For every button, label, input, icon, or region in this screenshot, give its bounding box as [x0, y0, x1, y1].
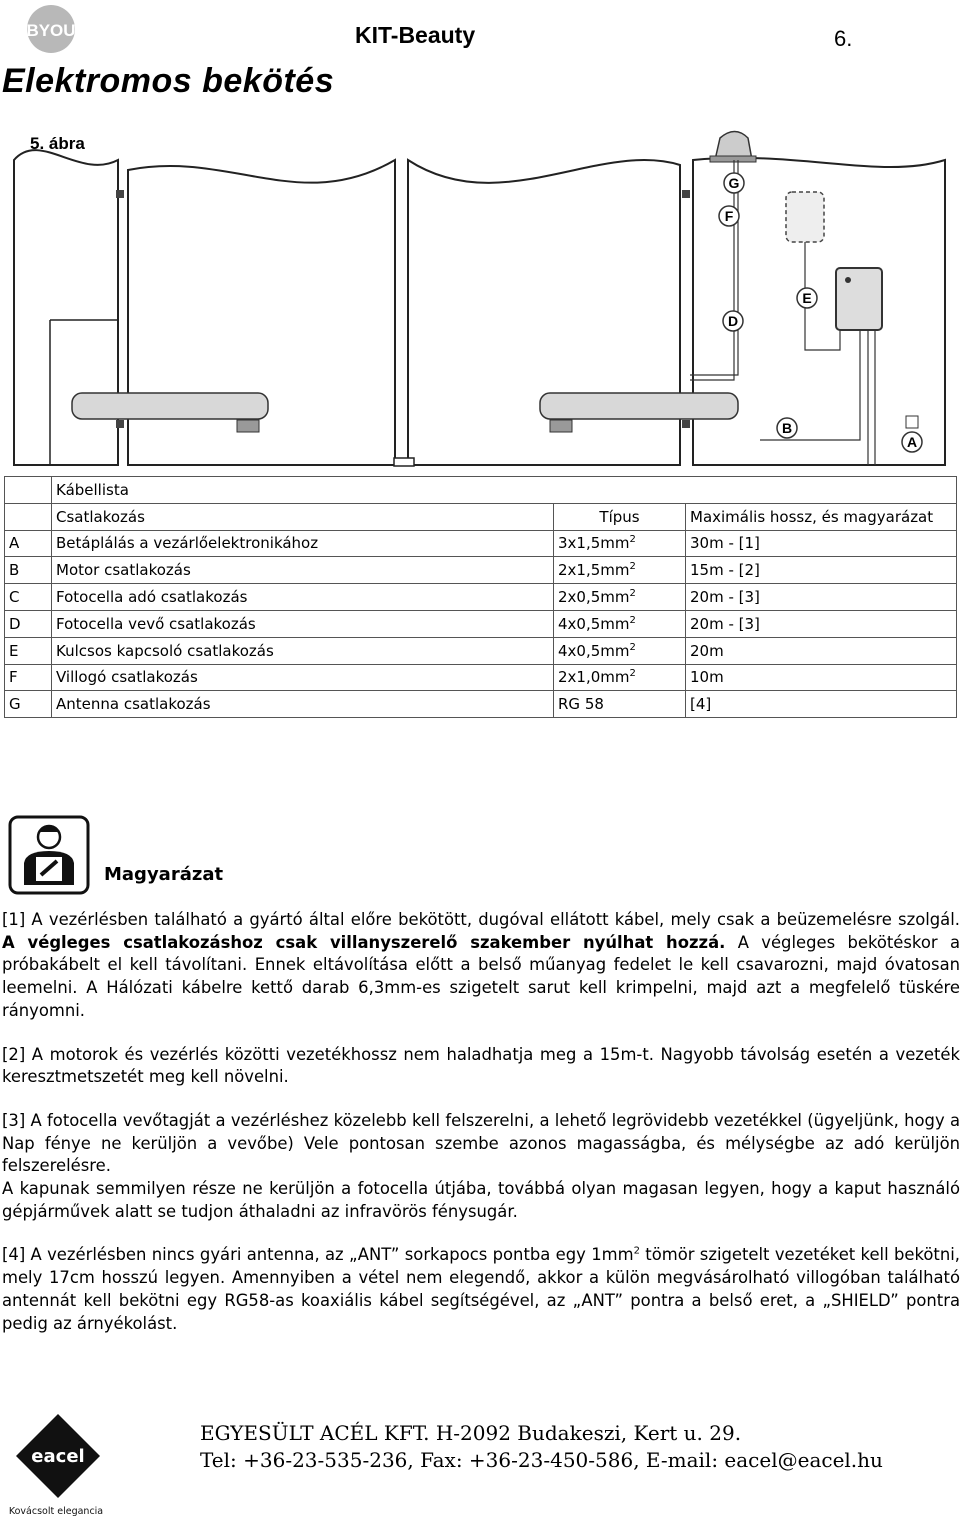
row-connection: Kulcsos kapcsoló csatlakozás: [52, 637, 554, 664]
row-type: $3x1,5mm^2$: [554, 530, 686, 557]
table-row: [5, 530, 957, 557]
row-type: $4x0,5mm^2$: [554, 637, 686, 664]
row-max-length: 20m: [686, 637, 957, 664]
figure-label: 5. ábra: [30, 134, 85, 153]
svg-text:D: D: [727, 313, 739, 329]
flashing-light: [710, 132, 756, 163]
row-letter: C: [5, 584, 52, 611]
row-letter: A: [5, 530, 52, 557]
row-type: $2x1,0mm^2$: [554, 664, 686, 691]
table-header-row: [5, 503, 957, 530]
row-type: $2x0,5mm^2$: [554, 584, 686, 611]
right-motor: [540, 393, 738, 432]
row-letter: B: [5, 557, 52, 584]
svg-text:B: B: [781, 420, 793, 436]
note-2: [2] A motorok és vezérlés közötti vezetékhossz nem haladhatja meg a 15m-t. Nagyobb távolság esetén a vezeték keresztmetszetét meg kell növelni.: [2, 1044, 960, 1087]
table-row: [5, 664, 957, 691]
row-type: $2x1,5mm^2$: [554, 557, 686, 584]
gate-wiring-diagram: [0, 120, 960, 470]
explanation-notes: [2, 909, 960, 1356]
page-number: 6.: [834, 26, 853, 51]
table-row: [5, 637, 957, 664]
svg-text:E: E: [802, 290, 812, 306]
control-box: [836, 268, 882, 330]
page-title: Elektromos bekötés: [2, 62, 335, 100]
row-max-length: 10m: [686, 664, 957, 691]
note-1: [1] A vezérlésben található a gyártó által előre bekötött, dugóval ellátott kábel, mely csak a beüzemelésre szolgál. A végleges csatlakozáshoz csak villanyszerelő szakember nyúlhat hozzá. A végleges bekötéskor a próbakábelt el kell távolítani. Ennek eltávolítása előtt a belső műanyag fedelet le kell csavarozni, majd óvatosan leemelni. A Hálózati kábelre kettő darab 6,3mm-es szigetelt sarut kell krimpelni, majd azt a megfelelő tüskére rányomni.: [2, 910, 960, 1020]
row-type: $4x0,5mm^2$: [554, 610, 686, 637]
table-caption: Kábellista: [52, 477, 957, 504]
marker-d: [723, 311, 743, 331]
eacel-logo: [6, 1410, 110, 1518]
byou-logo-text: BYOU: [26, 21, 76, 40]
cable-table: [4, 476, 957, 718]
row-connection: Fotocella vevő csatlakozás: [52, 610, 554, 637]
table-row: [5, 610, 957, 637]
row-letter: D: [5, 610, 52, 637]
byou-logo: [22, 4, 80, 54]
svg-text:eacel: eacel: [31, 1446, 85, 1467]
footer-line-1: EGYESÜLT ACÉL KFT. H-2092 Budakeszi, Kert u. 29.: [200, 1421, 742, 1445]
svg-text:F: F: [724, 208, 734, 224]
row-type: RG 58: [554, 691, 686, 718]
row-letter: E: [5, 637, 52, 664]
explanation-title: Magyarázat: [104, 864, 224, 885]
marker-b: [777, 418, 797, 438]
electrician-icon: [8, 815, 90, 895]
row-connection: Villogó csatlakozás: [52, 664, 554, 691]
note-3-a: [3] A fotocella vevőtagját a vezérléshez közelebb kell felszerelni, a lehető legrövidebb vezetékkel (ügyeljünk, hogy a Nap fénye ne kerüljön a vevőbe) Vele pontosan szembe azonos magasságba, és mélységbe az adó kerüljön felszerelésre.: [2, 1110, 960, 1176]
table-row: [5, 557, 957, 584]
left-motor: [72, 393, 268, 432]
marker-f: [719, 206, 739, 226]
svg-text:G: G: [728, 175, 740, 191]
footer-address: [200, 1420, 883, 1474]
row-max-length: 30m - [1]: [686, 530, 957, 557]
row-max-length: 15m - [2]: [686, 557, 957, 584]
row-letter: F: [5, 664, 52, 691]
row-max-length: 20m - [3]: [686, 610, 957, 637]
row-connection: Fotocella adó csatlakozás: [52, 584, 554, 611]
marker-a: [902, 432, 922, 452]
table-row: [5, 584, 957, 611]
row-max-length: [4]: [686, 691, 957, 718]
marker-g: [724, 173, 744, 193]
row-connection: Betáplálás a vezárlőelektronikához: [52, 530, 554, 557]
marker-e: [797, 288, 817, 308]
key-switch: [786, 192, 824, 242]
header-max-length: Maximális hossz, és magyarázat: [686, 503, 957, 530]
footer-line-2: Tel: +36-23-535-236, Fax: +36-23-450-586, E-mail: eacel@eacel.hu: [200, 1448, 883, 1472]
note-4: [4] A vezérlésben nincs gyári antenna, az „ANT” sorkapocs pontba egy $1mm^2$ tömör szigetelt vezetéket kell bekötni, mely 17cm hosszú legyen. Amennyiben a vétel nem elegendő, akkor a külön megvásárolható villogóban található antennát kell bekötni egy RG58-as koaxiális kábel segítségével, az „ANT” pontra a belső eret, a „SHIELD” pontra pedig az árnyékolást.: [2, 1245, 960, 1333]
kit-title: KIT-Beauty: [355, 22, 476, 48]
header-connection: Csatlakozás: [52, 503, 554, 530]
svg-text:A: A: [906, 434, 918, 450]
note-3-b: A kapunak semmilyen része ne kerüljön a fotocella útjába, továbbá olyan magasan legyen, hogy a kaput használó gépjárművek alatt se tudjon áthaladni az infravörös fénysugár.: [2, 1179, 960, 1221]
row-connection: Motor csatlakozás: [52, 557, 554, 584]
table-row: [5, 691, 957, 718]
row-max-length: 20m - [3]: [686, 584, 957, 611]
svg-text:Kovácsolt elegancia: Kovácsolt elegancia: [8, 1506, 104, 1517]
note-1-warning: A végleges csatlakozáshoz csak villanyszerelő szakember nyúlhat hozzá.: [2, 932, 726, 952]
row-letter: G: [5, 691, 52, 718]
row-connection: Antenna csatlakozás: [52, 691, 554, 718]
header-type: Típus: [554, 503, 686, 530]
